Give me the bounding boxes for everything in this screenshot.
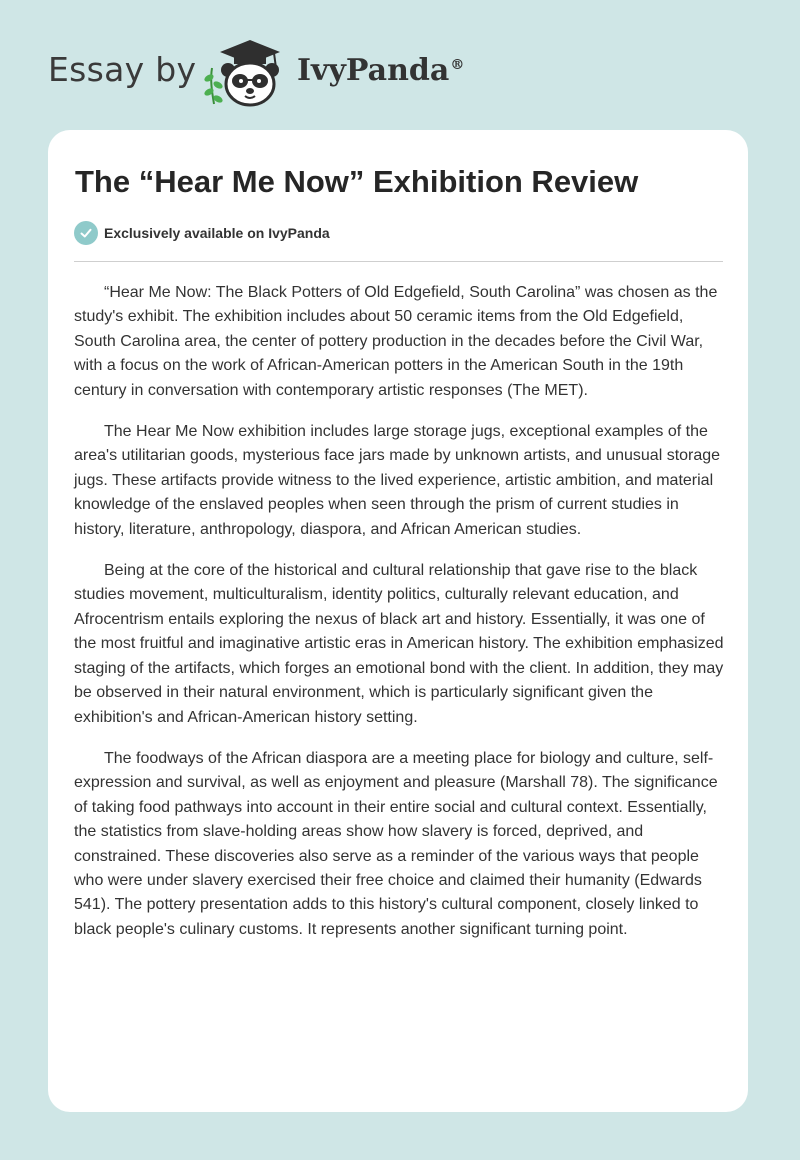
- paragraph: “Hear Me Now: The Black Potters of Old Edgefield, South Carolina” was chosen as the study's exhibit. The exhibition includes about 50 ceramic items from the Old Edgefield, South Carolina area, the center of pottery production in the decades before the Civil War, with a focus on the work of African-American potters in the American South in the 19th century in conversation with contemporary artistic responses (The MET).: [74, 284, 718, 399]
- site-header: [0, 0, 800, 130]
- exclusive-badge: [74, 220, 330, 246]
- panda-graduate-icon[interactable]: [200, 38, 292, 108]
- divider: [74, 261, 723, 262]
- article-body: [74, 281, 724, 959]
- brand-name[interactable]: IvyPanda®: [297, 53, 465, 88]
- article-title: The “Hear Me Now” Exhibition Review: [75, 164, 639, 199]
- paragraph: Being at the core of the historical and cultural relationship that gave rise to the black studies movement, multiculturalism, identity politics, culturally relevant education, and Afrocentrism entails exploring the nexus of black art and history. Essentially, it was one of the most fruitful and imaginative artistic eras in American history. The exhibition emphasized staging of the artifacts, which forges an emotional bond with the client. In addition, they may be observed in their natural environment, which is particularly significant given the exhibition's and African-American history setting.: [74, 562, 724, 726]
- paragraph: The foodways of the African diaspora are a meeting place for biology and culture, self-expression and survival, as well as enjoyment and pleasure (Marshall 78). The significance of taking food pathways into account in their entire social and cultural context. Essentially, the statistics from slave-holding areas show how slavery is forced, deprived, and constrained. These discoveries also serve as a reminder of the various ways that people who were under slavery exercised their free choice and claimed their humanity (Edwards 541). The pottery presentation adds to this history's cultural component, closely linked to black people's culinary customs. It represents another significant turning point.: [74, 749, 718, 938]
- essay-by-label: Essay by: [48, 50, 197, 89]
- registered-mark: ®: [450, 57, 465, 73]
- article-card: [48, 130, 748, 1112]
- paragraph: The Hear Me Now exhibition includes large storage jugs, exceptional examples of the area's utilitarian goods, mysterious face jars made by unknown artists, and unusual storage jugs. These artifacts provide witness to the lived experience, artistic ambition, and material knowledge of the enslaved peoples when seen through the prism of current studies in history, literature, anthropology, diaspora, and African American studies.: [74, 423, 721, 538]
- check-circle-icon: [74, 221, 98, 245]
- exclusive-badge-label: Exclusively available on IvyPanda: [104, 225, 330, 241]
